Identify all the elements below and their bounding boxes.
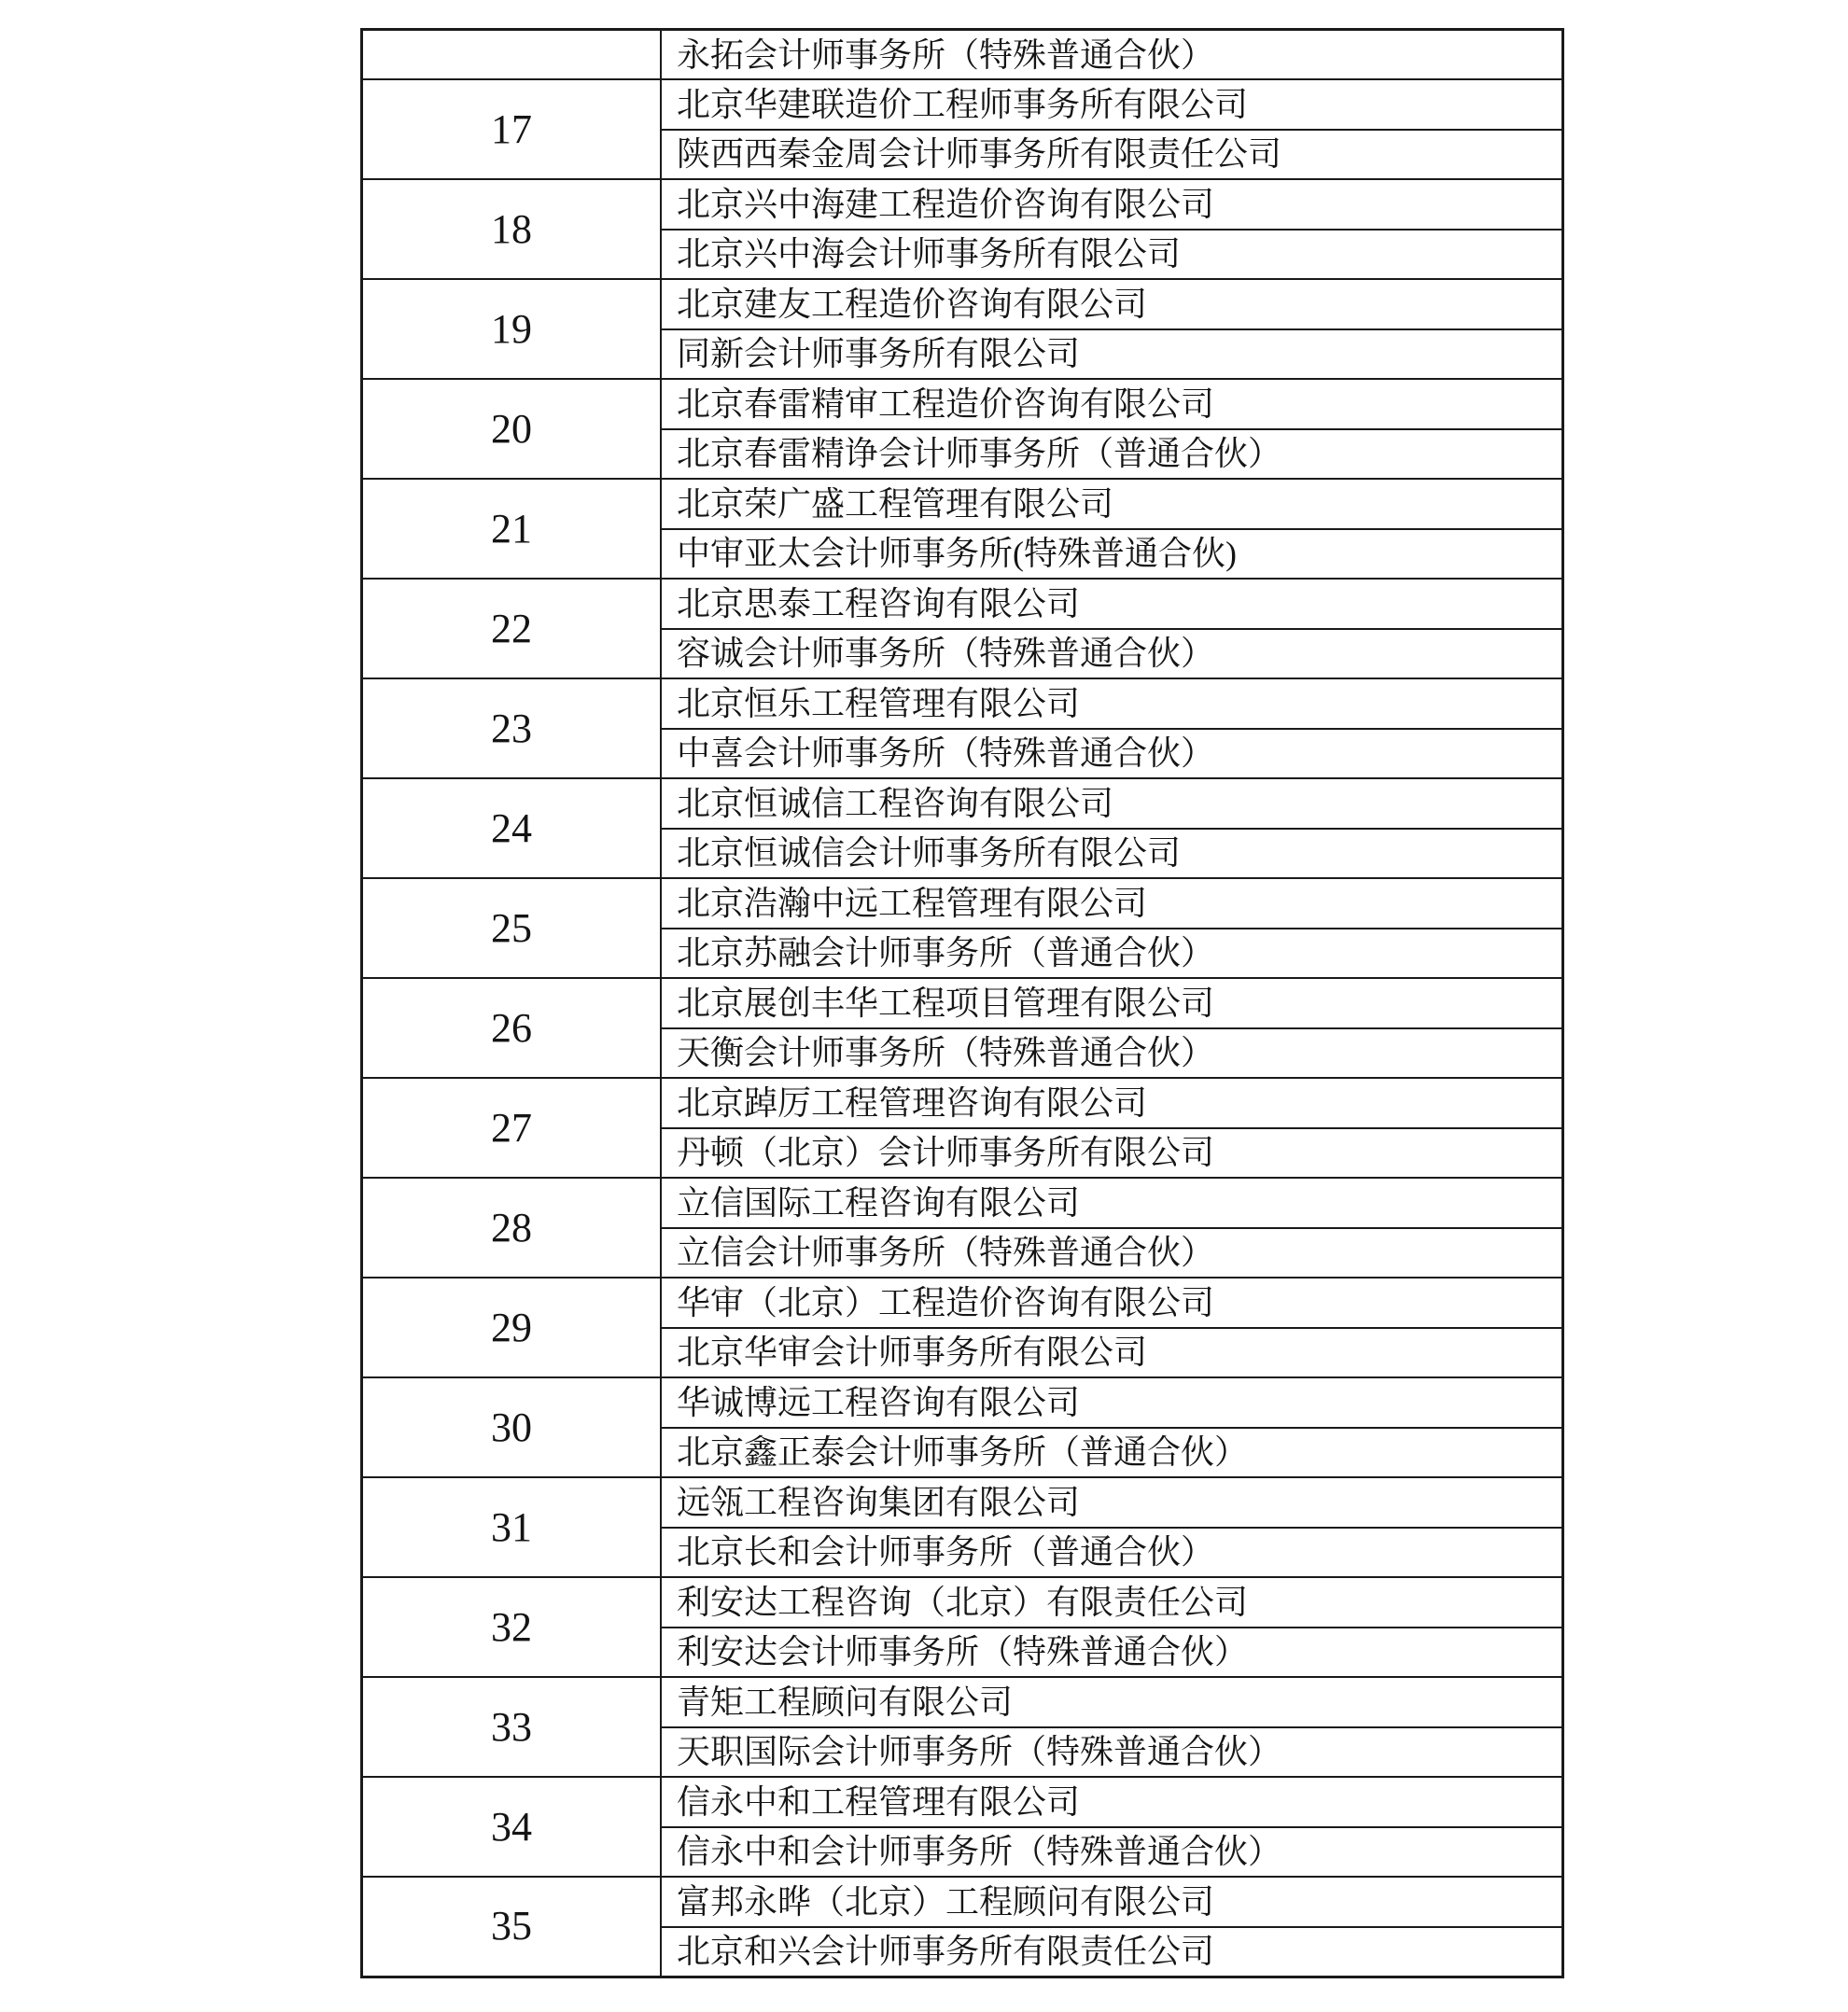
company-name: 容诚会计师事务所（特殊普通合伙） bbox=[661, 629, 1563, 679]
row-number: 24 bbox=[362, 778, 662, 878]
company-name: 北京春雷精审工程造价咨询有限公司 bbox=[661, 379, 1563, 429]
row-number: 32 bbox=[362, 1577, 662, 1677]
company-name: 天衡会计师事务所（特殊普通合伙） bbox=[661, 1028, 1563, 1079]
table-row bbox=[362, 30, 1563, 80]
row-number: 25 bbox=[362, 878, 662, 978]
company-name: 北京兴中海建工程造价咨询有限公司 bbox=[661, 179, 1563, 230]
company-name: 北京建友工程造价咨询有限公司 bbox=[661, 279, 1563, 329]
table-row bbox=[362, 1777, 1563, 1827]
company-name: 利安达会计师事务所（特殊普通合伙） bbox=[661, 1628, 1563, 1678]
company-name: 北京春雷精诤会计师事务所（普通合伙） bbox=[661, 429, 1563, 480]
row-number: 34 bbox=[362, 1777, 662, 1877]
company-name: 信永中和会计师事务所（特殊普通合伙） bbox=[661, 1827, 1563, 1878]
table-row bbox=[362, 179, 1563, 230]
company-name: 中审亚太会计师事务所(特殊普通合伙) bbox=[661, 529, 1563, 580]
row-number: 30 bbox=[362, 1377, 662, 1477]
company-name: 北京思泰工程咨询有限公司 bbox=[661, 579, 1563, 629]
row-number: 27 bbox=[362, 1078, 662, 1178]
row-number: 31 bbox=[362, 1477, 662, 1577]
row-number: 17 bbox=[362, 79, 662, 179]
company-name: 永拓会计师事务所（特殊普通合伙） bbox=[661, 30, 1563, 80]
company-name: 陕西西秦金周会计师事务所有限责任公司 bbox=[661, 130, 1563, 180]
company-name: 北京鑫正泰会计师事务所（普通合伙） bbox=[661, 1428, 1563, 1478]
row-number: 29 bbox=[362, 1278, 662, 1377]
company-name: 华诚博远工程咨询有限公司 bbox=[661, 1377, 1563, 1428]
table-row bbox=[362, 579, 1563, 629]
row-number: 33 bbox=[362, 1677, 662, 1777]
table-row bbox=[362, 1577, 1563, 1628]
company-name: 天职国际会计师事务所（特殊普通合伙） bbox=[661, 1727, 1563, 1778]
company-name: 立信会计师事务所（特殊普通合伙） bbox=[661, 1228, 1563, 1278]
row-number: 35 bbox=[362, 1877, 662, 1977]
table-row bbox=[362, 1877, 1563, 1927]
company-name: 北京华建联造价工程师事务所有限公司 bbox=[661, 79, 1563, 130]
table-row bbox=[362, 1078, 1563, 1128]
table-row bbox=[362, 1677, 1563, 1727]
company-name: 北京苏融会计师事务所（普通合伙） bbox=[661, 929, 1563, 979]
row-number: 22 bbox=[362, 579, 662, 678]
company-name: 丹顿（北京）会计师事务所有限公司 bbox=[661, 1128, 1563, 1179]
company-name: 北京恒诚信会计师事务所有限公司 bbox=[661, 829, 1563, 879]
table-row bbox=[362, 878, 1563, 929]
company-name: 北京荣广盛工程管理有限公司 bbox=[661, 479, 1563, 529]
company-name: 立信国际工程咨询有限公司 bbox=[661, 1178, 1563, 1228]
row-number: 19 bbox=[362, 279, 662, 379]
row-number: 18 bbox=[362, 179, 662, 279]
row-number: 28 bbox=[362, 1178, 662, 1278]
table-row bbox=[362, 1178, 1563, 1228]
table-row bbox=[362, 79, 1563, 130]
table-row bbox=[362, 1278, 1563, 1328]
table-row bbox=[362, 978, 1563, 1028]
row-number: 20 bbox=[362, 379, 662, 479]
company-name: 富邦永晔（北京）工程顾问有限公司 bbox=[661, 1877, 1563, 1927]
company-name: 同新会计师事务所有限公司 bbox=[661, 329, 1563, 380]
company-name: 华审（北京）工程造价咨询有限公司 bbox=[661, 1278, 1563, 1328]
company-name: 北京兴中海会计师事务所有限公司 bbox=[661, 230, 1563, 280]
row-number: 21 bbox=[362, 479, 662, 579]
company-name: 远瓴工程咨询集团有限公司 bbox=[661, 1477, 1563, 1528]
company-name: 北京恒诚信工程咨询有限公司 bbox=[661, 778, 1563, 829]
company-name: 北京浩瀚中远工程管理有限公司 bbox=[661, 878, 1563, 929]
company-name: 北京踔厉工程管理咨询有限公司 bbox=[661, 1078, 1563, 1128]
company-name: 北京恒乐工程管理有限公司 bbox=[661, 678, 1563, 729]
company-name: 中喜会计师事务所（特殊普通合伙） bbox=[661, 729, 1563, 779]
row-number: 23 bbox=[362, 678, 662, 778]
company-name: 北京展创丰华工程项目管理有限公司 bbox=[661, 978, 1563, 1028]
company-name: 利安达工程咨询（北京）有限责任公司 bbox=[661, 1577, 1563, 1628]
table-row bbox=[362, 678, 1563, 729]
table-row bbox=[362, 479, 1563, 529]
company-name: 北京华审会计师事务所有限公司 bbox=[661, 1328, 1563, 1378]
row-number: 26 bbox=[362, 978, 662, 1078]
table-row bbox=[362, 1377, 1563, 1428]
company-name: 北京和兴会计师事务所有限责任公司 bbox=[661, 1927, 1563, 1977]
table-row bbox=[362, 778, 1563, 829]
company-pairs-table-body bbox=[362, 30, 1563, 1977]
table-row bbox=[362, 279, 1563, 329]
company-name: 北京长和会计师事务所（普通合伙） bbox=[661, 1528, 1563, 1578]
table-row bbox=[362, 1477, 1563, 1528]
company-name: 青矩工程顾问有限公司 bbox=[661, 1677, 1563, 1727]
company-pairs-table bbox=[360, 28, 1564, 1978]
table-row bbox=[362, 379, 1563, 429]
row-number-empty bbox=[362, 30, 662, 80]
company-name: 信永中和工程管理有限公司 bbox=[661, 1777, 1563, 1827]
